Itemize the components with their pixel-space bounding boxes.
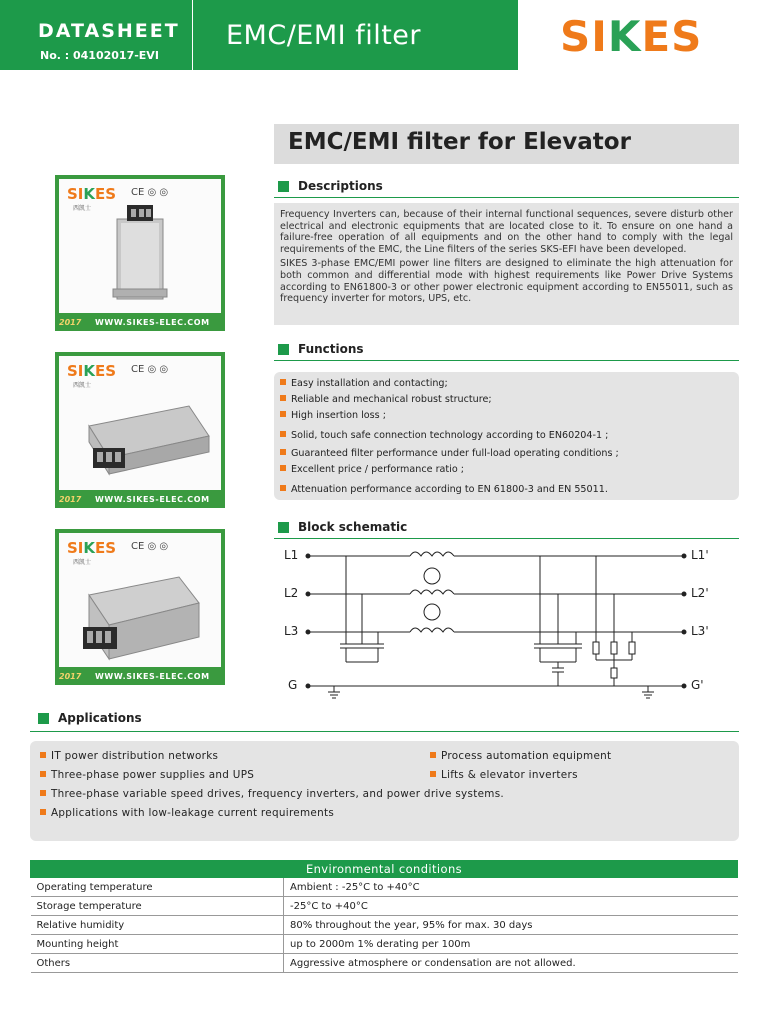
table-header-row	[31, 861, 738, 878]
application-item-text: Applications with low-leakage current requirements	[51, 807, 335, 819]
section-marker	[278, 344, 289, 355]
function-item-text: Reliable and mechanical robust structure;	[291, 394, 492, 405]
photo-url: WWW.SIKES-ELEC.COM	[95, 672, 210, 681]
table-row	[31, 897, 738, 916]
description-paragraph-1: Frequency Inverters can, because of their internal functional sequences, severe disturb other electrical and electronic equipments that are located close to it. To ensure on one hand a failure-free operation of all equipments and on the other hand to comply with the legal requirements of the EMC, the Line filters of the series SKS-EFI have been developed.	[280, 209, 733, 255]
bullet-icon	[280, 395, 286, 401]
label-l2-out: L2'	[691, 586, 709, 600]
application-item-text: Three-phase variable speed drives, frequency inverters, and power drive systems.	[51, 788, 505, 800]
environment-heading: Environmental conditions	[31, 861, 738, 878]
bullet-icon	[430, 771, 436, 777]
photo-logo	[67, 539, 116, 557]
block-schematic	[274, 540, 739, 700]
applications-heading-text: Applications	[58, 711, 142, 725]
label-l1-out: L1'	[691, 548, 709, 562]
function-item	[280, 378, 448, 389]
label-g: G	[288, 678, 298, 692]
bullet-icon	[280, 485, 286, 491]
function-item-text: Guaranteed filter performance under full-load operating conditions ;	[291, 448, 619, 459]
table-row	[31, 916, 738, 935]
page-title-bar	[274, 124, 739, 164]
label-l3: L3	[284, 624, 299, 638]
photo-logo-c: ES	[95, 539, 117, 557]
sikes-logo	[560, 12, 702, 61]
section-marker	[278, 522, 289, 533]
functions-rule	[274, 360, 739, 361]
photo-year: 2017	[59, 318, 82, 327]
function-item	[280, 410, 386, 421]
description-paragraph-2: SIKES 3-phase EMC/EMI power line filters are designed to eliminate the high attenuation for both common and differential mode with highest requirements like Power Drive Systems according to EN61800-3 or other power electronic equipment according to EN55011, such as frequency inverter for motors, UPS, etc.	[280, 258, 733, 305]
photo-logo-c: ES	[95, 362, 117, 380]
photo-strip	[55, 669, 225, 685]
bullet-icon	[40, 752, 46, 758]
datasheet-label: DATASHEET	[38, 20, 180, 42]
application-item-text: IT power distribution networks	[51, 750, 219, 762]
descriptions-box	[274, 203, 739, 325]
photo-sub-text: 西凯士	[73, 205, 92, 212]
table-cell-param: Storage temperature	[31, 897, 284, 916]
function-item-text: Easy installation and contacting;	[291, 378, 448, 389]
header-title: EMC/EMI filter	[226, 20, 422, 51]
section-marker	[278, 181, 289, 192]
application-item	[40, 750, 218, 762]
bullet-icon	[40, 771, 46, 777]
photo-logo-a: SI	[67, 185, 84, 203]
applications-box	[30, 741, 739, 841]
functions-heading	[278, 341, 478, 359]
logo-text-b: K	[607, 12, 642, 61]
photo-logo-b: K	[83, 539, 96, 557]
function-item	[280, 484, 608, 495]
label-l1: L1	[284, 548, 299, 562]
functions-box	[274, 372, 739, 500]
header-left-block	[0, 0, 193, 70]
bullet-icon	[40, 809, 46, 815]
schematic-heading-text: Block schematic	[298, 520, 408, 534]
bullet-icon	[40, 790, 46, 796]
photo-logo-c: ES	[95, 185, 117, 203]
function-item-text: High insertion loss ;	[291, 410, 386, 421]
header-bar	[0, 0, 518, 70]
bullet-icon	[280, 379, 286, 385]
product-photo-area	[59, 179, 221, 313]
application-item	[40, 807, 334, 819]
table-cell-value: Ambient : -25°C to +40°C	[284, 878, 738, 897]
photo-year: 2017	[59, 672, 82, 681]
label-g-out: G'	[691, 678, 704, 692]
table-cell-param: Relative humidity	[31, 916, 284, 935]
table-cell-param: Mounting height	[31, 935, 284, 954]
label-l2: L2	[284, 586, 299, 600]
schematic-rule	[274, 538, 739, 539]
function-item	[280, 448, 619, 459]
section-marker	[38, 713, 49, 724]
application-item-text: Process automation equipment	[441, 750, 612, 762]
table-row	[31, 878, 738, 897]
photo-logo-b: K	[83, 185, 96, 203]
product-photo-1	[55, 175, 225, 331]
product-photo-3	[55, 529, 225, 685]
datasheet-number: No. : 04102017-EVI	[40, 49, 159, 62]
function-item	[280, 464, 464, 475]
photo-url: WWW.SIKES-ELEC.COM	[95, 495, 210, 504]
application-item	[430, 750, 611, 762]
photo-sub-text: 西凯士	[73, 559, 92, 566]
table-cell-value: Aggressive atmosphere or condensation are not allowed.	[284, 954, 738, 973]
photo-url: WWW.SIKES-ELEC.COM	[95, 318, 210, 327]
photo-strip	[55, 492, 225, 508]
photo-logo-a: SI	[67, 362, 84, 380]
product-photo-2	[55, 352, 225, 508]
bullet-icon	[280, 411, 286, 417]
schematic-heading	[278, 519, 478, 537]
cert-marks-icon: CE ◎ ◎	[131, 187, 169, 198]
function-item	[280, 394, 492, 405]
photo-logo	[67, 362, 116, 380]
page-title: EMC/EMI filter for Elevator	[288, 129, 631, 155]
cert-marks-icon: CE ◎ ◎	[131, 541, 169, 552]
applications-rule	[30, 731, 739, 732]
application-item	[40, 788, 504, 800]
photo-sub-text: 西凯士	[73, 382, 92, 389]
functions-heading-text: Functions	[298, 342, 364, 356]
cert-marks-icon: CE ◎ ◎	[131, 364, 169, 375]
table-cell-param: Operating temperature	[31, 878, 284, 897]
logo-text-c: ES	[641, 12, 703, 61]
bullet-icon	[280, 431, 286, 437]
table-cell-value: up to 2000m 1% derating per 100m	[284, 935, 738, 954]
photo-logo	[67, 185, 116, 203]
product-photo-area	[59, 356, 221, 490]
function-item	[280, 430, 608, 441]
bullet-icon	[430, 752, 436, 758]
descriptions-heading	[278, 178, 478, 196]
function-item-text: Attenuation performance according to EN 61800-3 and EN 55011.	[291, 484, 608, 495]
table-cell-value: 80% throughout the year, 95% for max. 30 days	[284, 916, 738, 935]
bullet-icon	[280, 465, 286, 471]
product-photo-area	[59, 533, 221, 667]
bullet-icon	[280, 449, 286, 455]
schematic-diagram	[274, 540, 739, 700]
descriptions-heading-text: Descriptions	[298, 179, 383, 193]
applications-heading	[38, 710, 238, 728]
photo-logo-a: SI	[67, 539, 84, 557]
table-cell-param: Others	[31, 954, 284, 973]
photo-year: 2017	[59, 495, 82, 504]
application-item	[430, 769, 578, 781]
label-l3-out: L3'	[691, 624, 709, 638]
application-item-text: Lifts & elevator inverters	[441, 769, 578, 781]
application-item-text: Three-phase power supplies and UPS	[51, 769, 255, 781]
function-item-text: Excellent price / performance ratio ;	[291, 464, 464, 475]
environment-table	[30, 860, 738, 973]
photo-logo-b: K	[83, 362, 96, 380]
photo-strip	[55, 315, 225, 331]
table-cell-value: -25°C to +40°C	[284, 897, 738, 916]
descriptions-rule	[274, 197, 739, 198]
table-row	[31, 954, 738, 973]
application-item	[40, 769, 254, 781]
table-row	[31, 935, 738, 954]
function-item-text: Solid, touch safe connection technology according to EN60204-1 ;	[291, 430, 609, 441]
logo-text-a: SI	[560, 12, 608, 61]
